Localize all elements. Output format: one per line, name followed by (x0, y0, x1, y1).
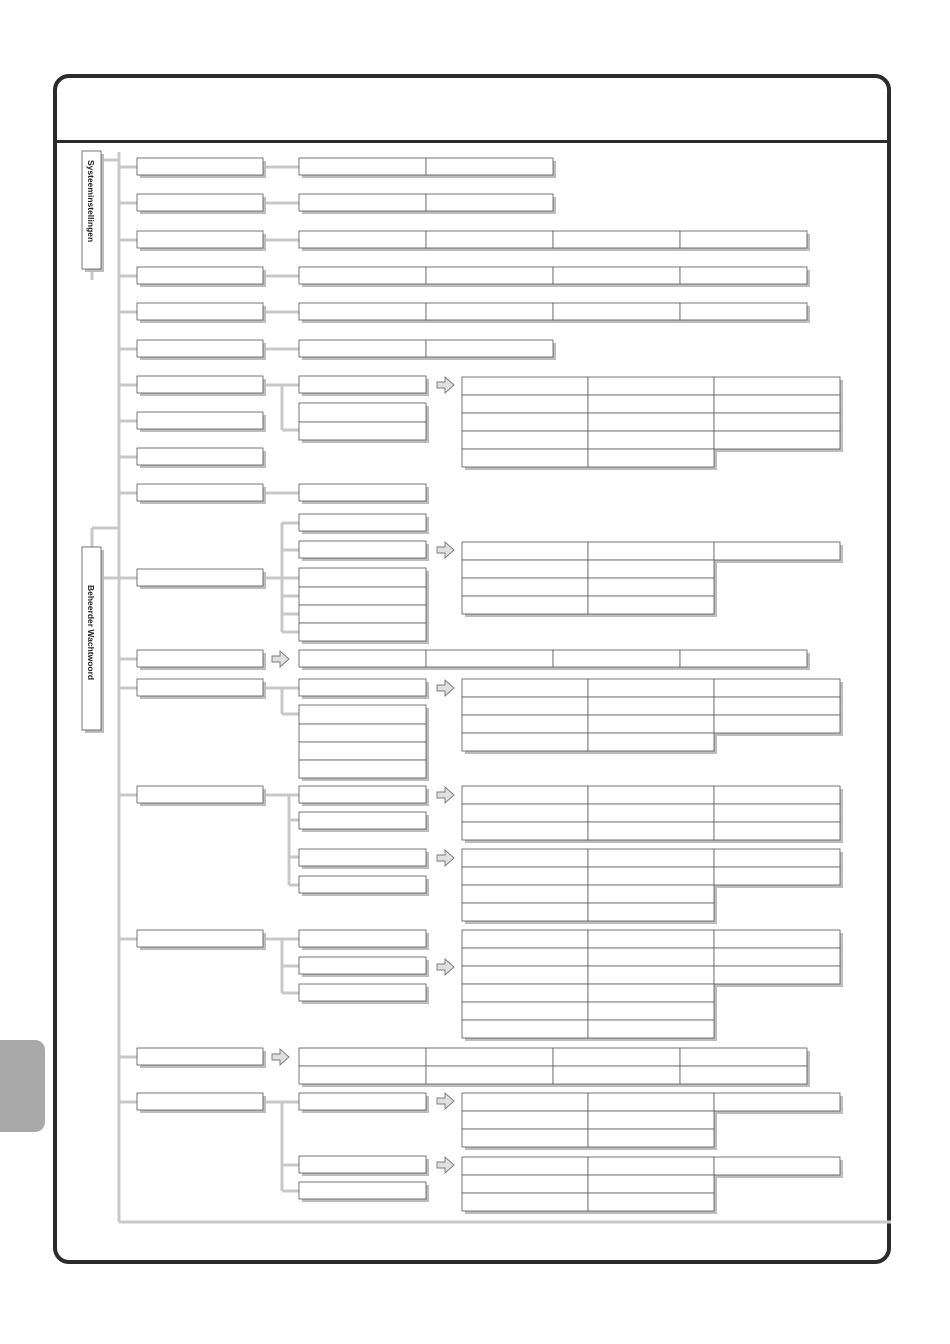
menu-box-146 (462, 1129, 591, 1150)
menu-box-24 (426, 303, 556, 323)
menu-box-104 (714, 867, 843, 888)
menu-box-27 (299, 340, 429, 360)
menu-box-68 (137, 679, 266, 699)
arrow-icon (437, 850, 454, 866)
menu-box-20 (426, 267, 556, 287)
menu-box-97 (588, 822, 717, 843)
menu-box-23 (299, 303, 429, 323)
menu-box-5 (137, 303, 266, 323)
menu-box-17 (553, 231, 683, 251)
menu-boxes (137, 158, 843, 1214)
menu-box-56 (714, 542, 843, 563)
menu-box-2 (137, 194, 266, 214)
menu-box-127 (588, 1020, 717, 1041)
menu-box-16 (426, 231, 556, 251)
menu-box-26 (680, 303, 810, 323)
menu-box-31 (299, 422, 429, 443)
menu-box-136 (680, 1066, 810, 1087)
menu-box-14 (426, 194, 556, 214)
arrow-icon (437, 787, 454, 803)
menu-box-10 (137, 484, 266, 504)
menu-box-61 (462, 596, 591, 617)
menu-box-111 (299, 957, 429, 977)
menu-box-86 (299, 786, 429, 806)
menu-box-11 (299, 158, 429, 178)
menu-box-143 (714, 1093, 843, 1114)
menu-box-48 (299, 514, 429, 534)
menu-box-62 (588, 596, 717, 617)
menu-box-135 (553, 1066, 683, 1087)
menu-box-44 (462, 449, 591, 470)
root-labels (82, 151, 104, 733)
menu-box-29 (299, 376, 429, 396)
menu-box-134 (426, 1066, 556, 1087)
menu-box-153 (462, 1193, 591, 1214)
menu-box-108 (588, 903, 717, 924)
menu-box-154 (588, 1193, 717, 1214)
menu-box-64 (299, 650, 429, 670)
menu-box-140 (299, 1182, 429, 1202)
menu-box-53 (299, 623, 429, 644)
menu-box-21 (553, 267, 683, 287)
arrow-icon (437, 680, 454, 696)
menu-box-43 (714, 431, 843, 452)
root-label-systeeminstellingen: Systeeminstellingen (86, 160, 96, 243)
menu-box-126 (462, 1020, 591, 1041)
arrow-icon (437, 377, 454, 393)
menu-box-73 (299, 760, 429, 781)
menu-box-15 (299, 231, 429, 251)
menu-box-19 (299, 267, 429, 287)
menu-box-139 (299, 1156, 429, 1176)
root-label-beheerder-wachtwoord: Beheerder Wachtwoord (86, 585, 96, 681)
menu-box-3 (137, 231, 266, 251)
menu-box-89 (299, 876, 429, 896)
menu-box-87 (299, 812, 429, 832)
menu-box-12 (426, 158, 556, 178)
menu-box-46 (299, 484, 429, 504)
menu-box-121 (714, 966, 843, 987)
menu-box-138 (299, 1093, 429, 1113)
menu-box-49 (299, 541, 429, 561)
menu-box-7 (137, 376, 266, 396)
menu-box-13 (299, 194, 429, 214)
menu-box-150 (714, 1157, 843, 1178)
menu-box-67 (680, 650, 810, 670)
root-box-systeeminstellingen (82, 151, 104, 272)
menu-box-133 (299, 1066, 429, 1087)
menu-box-28 (426, 340, 556, 360)
menu-box-107 (462, 903, 591, 924)
menu-box-18 (680, 231, 810, 251)
menu-box-22 (680, 267, 810, 287)
arrow-icon (437, 1093, 454, 1109)
menu-box-8 (137, 412, 266, 432)
menu-box-147 (588, 1129, 717, 1150)
arrow-icon (272, 1049, 289, 1065)
menu-box-45 (588, 449, 717, 470)
menu-box-82 (714, 715, 843, 736)
menu-box-96 (462, 822, 591, 843)
arrow-icon (272, 651, 289, 667)
menu-box-63 (137, 650, 266, 670)
menu-box-85 (137, 786, 266, 806)
menu-box-47 (137, 569, 266, 589)
menu-box-6 (137, 340, 266, 360)
menu-box-88 (299, 849, 429, 869)
menu-box-65 (426, 650, 556, 670)
menu-box-128 (137, 1048, 266, 1068)
menu-box-83 (462, 733, 591, 754)
arrow-icon (437, 542, 454, 558)
menu-box-66 (553, 650, 683, 670)
menu-box-137 (137, 1093, 266, 1113)
menu-box-69 (299, 679, 429, 699)
menu-box-109 (137, 930, 266, 950)
menu-box-9 (137, 448, 266, 468)
menu-box-84 (588, 733, 717, 754)
menu-box-110 (299, 930, 429, 950)
menu-box-25 (553, 303, 683, 323)
root-box-beheerder-wachtwoord (82, 547, 104, 733)
arrow-icon (437, 959, 454, 975)
menu-box-4 (137, 267, 266, 287)
menu-box-98 (714, 822, 843, 843)
menu-box-112 (299, 984, 429, 1004)
arrow-icon (437, 1157, 454, 1173)
menu-box-1 (137, 158, 266, 178)
